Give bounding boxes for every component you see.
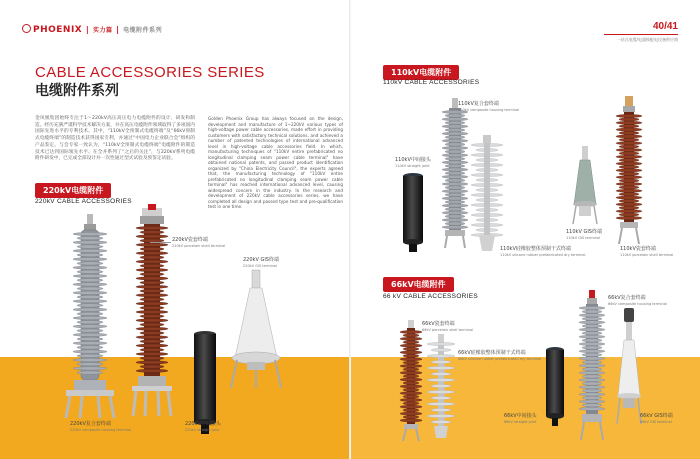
leader-line [150, 242, 171, 243]
insulator-shed [445, 193, 465, 196]
insulator-shed [619, 165, 639, 168]
insulator-shed [77, 321, 103, 324]
insulator-shed [77, 312, 103, 315]
caption-cn: 110kV复合套终端 [458, 101, 499, 107]
insulator-shed [136, 277, 168, 280]
title-cn: 电缆附件系列 [35, 83, 119, 99]
caption-en: 110kV silicone rubber prefabricated dry terminal [500, 253, 586, 257]
insulator-shed [445, 136, 465, 139]
insulator-shed [619, 131, 639, 134]
section-220-label: 220kV电缆附件 [35, 183, 111, 198]
product-110-dry [470, 135, 504, 253]
insulator-shed [403, 368, 419, 371]
insulator-shed [579, 386, 605, 389]
insulator-shed [73, 266, 107, 269]
insulator-shed [431, 348, 451, 351]
insulator-shed [579, 393, 605, 396]
caption-en: 66kV straight joint [504, 420, 537, 424]
caption-110-joint [395, 157, 455, 169]
insulator-shed [136, 235, 168, 238]
insulator-shed [400, 371, 422, 374]
insulator-shed [136, 302, 168, 305]
insulator-shed [400, 378, 422, 381]
insulator-shed [579, 306, 605, 309]
section-220-en: 220kV CABLE ACCESSORIES [35, 198, 132, 205]
insulator-shed [73, 291, 107, 294]
insulator-shed [579, 407, 605, 410]
caption-220-porcelain [172, 237, 232, 249]
insulator-shed [427, 378, 455, 381]
product-220-composite [60, 212, 120, 422]
insulator-shed [619, 186, 639, 189]
insulator-shed [442, 175, 468, 178]
page-spine [349, 0, 351, 459]
caption-en: 110kV composite housing terminal [458, 108, 520, 112]
insulator-shed [431, 372, 451, 375]
insulator-shed [579, 314, 605, 317]
section-66-label: 66kV电缆附件 [383, 277, 454, 292]
insulator-shed [579, 350, 605, 353]
insulator-shed [431, 360, 451, 363]
insulator-shed [619, 179, 639, 182]
insulator-shed [427, 390, 455, 393]
insulator-shed [77, 363, 103, 366]
insulator-shed [442, 139, 468, 142]
insulator-shed [140, 340, 164, 343]
insulator-shed [73, 342, 107, 345]
insulator-shed [403, 395, 419, 398]
insulator-shed [136, 336, 168, 339]
insulator-shed [619, 193, 639, 196]
insulator-shed [582, 339, 602, 342]
caption-en: 66kV composite housing terminal [608, 302, 667, 306]
insulator-shed [77, 253, 103, 256]
section-sub: 电缆附件系列 [123, 27, 163, 34]
insulator-shed [431, 420, 451, 423]
insulator-shed [582, 368, 602, 371]
insulator-shed [579, 400, 605, 403]
insulator-shed [140, 323, 164, 326]
insulator-shed [579, 335, 605, 338]
insulator-shed [73, 367, 107, 370]
insulator-shed [619, 145, 639, 148]
insulator-shed [616, 176, 642, 179]
insulator-shed [77, 287, 103, 290]
caption-cn: 220kV瓷套终端 [172, 237, 208, 243]
insulator-shed [400, 364, 422, 367]
insulator-shed [400, 330, 422, 333]
caption-en: 220kV straight joint [185, 428, 220, 432]
caption-66-porcelain [422, 321, 492, 333]
section-110-label: 110kV电缆附件 [383, 65, 459, 80]
insulator-shed [616, 216, 642, 219]
insulator-shed [427, 354, 455, 357]
insulator-shed [73, 300, 107, 303]
insulator-shed [140, 289, 164, 292]
insulator-shed [619, 199, 639, 202]
insulator-shed [140, 298, 164, 301]
insulator-shed [403, 347, 419, 350]
insulator-shed [442, 190, 468, 193]
caption-66-joint [504, 413, 564, 425]
insulator-shed [582, 375, 602, 378]
caption-cn: 66kV复合套终端 [608, 295, 646, 301]
header-divider-2: | [116, 25, 120, 34]
insulator-shed [582, 324, 602, 327]
caption-en: 220kV porcelain shell terminal [172, 244, 226, 248]
insulator-shed [400, 398, 422, 401]
section-110-en: 110kV CABLE ACCESSORIES [383, 79, 480, 86]
caption-220-joint [185, 421, 265, 433]
insulator-shed [619, 152, 639, 155]
caption-en: 66kV GIS terminal [640, 420, 672, 424]
insulator-shed [445, 215, 465, 218]
insulator-shed [619, 125, 639, 128]
insulator-shed [616, 121, 642, 124]
insulator-shed [400, 419, 422, 422]
product-66-gis [614, 308, 644, 426]
insulator-shed [73, 241, 107, 244]
insulator-shed [616, 210, 642, 213]
insulator-shed [400, 405, 422, 408]
insulator-shed [582, 396, 602, 399]
insulator-shed [579, 321, 605, 324]
insulator-shed [445, 179, 465, 182]
insulator-shed [136, 294, 168, 297]
product-110-gis [570, 146, 600, 226]
insulator-shed [445, 208, 465, 211]
insulator-shed [445, 222, 465, 225]
insulator-shed [619, 118, 639, 121]
insulator-shed [579, 328, 605, 331]
insulator-shed [400, 412, 422, 415]
insulator-shed [77, 295, 103, 298]
insulator-shed [582, 346, 602, 349]
insulator-shed [73, 325, 107, 328]
insulator-shed [140, 273, 164, 276]
insulator-shed [136, 361, 168, 364]
product-66-porcelain [398, 320, 424, 442]
insulator-shed [400, 337, 422, 340]
insulator-shed [442, 182, 468, 185]
section-tag: 实力篇 [92, 27, 113, 34]
insulator-shed [619, 138, 639, 141]
caption-66-gis [640, 413, 695, 425]
caption-66-composite [608, 295, 688, 307]
insulator-shed [442, 211, 468, 214]
insulator-shed [400, 358, 422, 361]
insulator-shed [582, 332, 602, 335]
caption-cn: 220kV中间接头 [185, 421, 221, 427]
insulator-shed [400, 385, 422, 388]
insulator-shed [73, 316, 107, 319]
caption-110-dry [500, 246, 600, 258]
insulator-shed [403, 375, 419, 378]
insulator-shed [73, 258, 107, 261]
insulator-shed [582, 360, 602, 363]
insulator-shed [427, 402, 455, 405]
insulator-shed [73, 232, 107, 235]
insulator-shed [77, 270, 103, 273]
product-110-porcelain [614, 96, 644, 246]
insulator-shed [136, 352, 168, 355]
header-divider: | [85, 25, 90, 34]
insulator-shed [73, 350, 107, 353]
insulator-shed [77, 371, 103, 374]
right-note: 一站式电缆/电器换配电设备供应商 [616, 37, 678, 42]
insulator-shed [619, 213, 639, 216]
insulator-shed [616, 128, 642, 131]
insulator-shed [77, 329, 103, 332]
insulator-shed [403, 402, 419, 405]
insulator-shed [73, 358, 107, 361]
insulator-shed [403, 409, 419, 412]
caption-cn: 220kV复合套终端 [70, 421, 111, 427]
product-110-composite [440, 98, 470, 248]
caption-cn: 110kV GIS终端 [566, 229, 602, 235]
insulator-shed [136, 285, 168, 288]
insulator-shed [582, 317, 602, 320]
intro-en: Golden Phoenix Group has always focused on the design, development and manufacture of 1~220kV various types of high-voltage power cable accessories, made effort in providing customers with satisfactory technical solutions, and achieved a number of patented technologies of international advanced level in high-voltage cable accessories field. In which, manufacturing techniques of "110kV entire prefabricated no longitudinal clamping seam power cable terminal" have obtained national patents, and passed product identification organized by "China Electricity Council", the experts agreed that, the manufacturing technology of "110kV entire prefabricated no longitudinal clamping seam power cable terminal" has reached international advanced level, causing widespread concern in the industry. In the research and development of 220kV cable accessories series, we have completed all design and passed type test and pre-qualification test in one time. [208, 116, 343, 209]
insulator-shed [140, 281, 164, 284]
section-66-en: 66 kV CABLE ACCESSORIES [383, 293, 479, 300]
page-numbers-text: 40/41 [652, 21, 678, 32]
insulator-shed [403, 334, 419, 337]
insulator-shed [73, 308, 107, 311]
insulator-shed [77, 346, 103, 349]
insulator-shed [136, 344, 168, 347]
product-66-composite [577, 290, 607, 442]
insulator-shed [619, 159, 639, 162]
insulator-shed [445, 200, 465, 203]
insulator-shed [579, 357, 605, 360]
caption-cn: 110kV硅橡胶整体预制干式终端 [500, 246, 571, 252]
insulator-shed [445, 128, 465, 131]
insulator-shed [582, 389, 602, 392]
insulator-shed [427, 414, 455, 417]
insulator-shed [400, 344, 422, 347]
insulator-shed [442, 204, 468, 207]
insulator-shed [140, 231, 164, 234]
insulator-shed [619, 172, 639, 175]
logo-icon [22, 24, 31, 33]
insulator-shed [442, 197, 468, 200]
intro-cn: 金凤凰集团始终专注于1～220kV高压高压电力电缆附件的设计、研发和制造。经历充满严谨科学技术解决方案，并在高压电缆附件领域取得了多项国内国际先进水平的专利技术。其中，“110kV全预制式电缆终端”及“66kV预制式电缆终端”的制造技术获得国家专利，并通过“中国电力企业联合会”组织的产品鉴定。与会专家一致认为，“110kV全预制式电缆终端”电缆附件的制造技术已达到国际领先水平。在全并系列了“之后的关注”，与220kV系列电缆附件研发中，已完成全部设计并一次性通过型式试验及预鉴定试验。 [35, 116, 195, 162]
caption-en: 66kV porcelain shell terminal [422, 328, 474, 332]
insulator-shed [582, 353, 602, 356]
header-rule [604, 34, 678, 35]
insulator-shed [140, 247, 164, 250]
insulator-shed [73, 333, 107, 336]
product-66-dry [426, 334, 456, 438]
insulator-shed [442, 146, 468, 149]
insulator-shed [77, 237, 103, 240]
insulator-shed [579, 342, 605, 345]
caption-en: 220kV composite housing terminal [70, 428, 132, 432]
insulator-shed [431, 408, 451, 411]
insulator-shed [136, 369, 168, 372]
insulator-shed [403, 361, 419, 364]
insulator-shed [616, 135, 642, 138]
insulator-shed [445, 121, 465, 124]
insulator-shed [77, 245, 103, 248]
insulator-shed [403, 341, 419, 344]
insulator-shed [582, 310, 602, 313]
insulator-shed [445, 114, 465, 117]
product-220-joint [192, 330, 218, 434]
insulator-shed [140, 331, 164, 334]
insulator-shed [445, 172, 465, 175]
insulator-shed [442, 125, 468, 128]
header-left [22, 24, 162, 35]
caption-cn: 66kV瓷套终端 [422, 321, 455, 327]
insulator-shed [140, 256, 164, 259]
insulator-shed [579, 364, 605, 367]
insulator-shed [442, 118, 468, 121]
insulator-shed [616, 114, 642, 117]
caption-en: 66kV silicone rubber prefabricated dry terminal [458, 357, 542, 361]
insulator-shed [431, 384, 451, 387]
insulator-shed [445, 143, 465, 146]
insulator-shed [403, 388, 419, 391]
title-en: CABLE ACCESSORIES SERIES [35, 64, 265, 81]
insulator-shed [616, 155, 642, 158]
insulator-shed [616, 182, 642, 185]
insulator-shed [140, 315, 164, 318]
insulator-shed [616, 203, 642, 206]
insulator-shed [136, 319, 168, 322]
caption-220-gis [243, 257, 313, 269]
insulator-shed [403, 415, 419, 418]
insulator-shed [616, 162, 642, 165]
insulator-shed [73, 274, 107, 277]
insulator-shed [427, 366, 455, 369]
insulator-shed [400, 392, 422, 395]
insulator-shed [616, 142, 642, 145]
insulator-shed [140, 306, 164, 309]
insulator-shed [136, 226, 168, 229]
caption-cn: 66kV硅橡胶整体预制干式终端 [458, 350, 526, 356]
product-220-porcelain [130, 208, 174, 422]
insulator-shed [427, 342, 455, 345]
insulator-shed [403, 354, 419, 357]
caption-110-porcelain [620, 246, 690, 258]
insulator-shed [431, 396, 451, 399]
insulator-shed [77, 279, 103, 282]
insulator-shed [136, 310, 168, 313]
caption-cn: 220kV GIS终端 [243, 257, 279, 263]
caption-cn: 110kV中间接头 [395, 157, 431, 163]
caption-cn: 66kV中间接头 [504, 413, 537, 419]
caption-220-composite [70, 421, 160, 433]
insulator-shed [579, 371, 605, 374]
insulator-shed [442, 218, 468, 221]
product-110-joint [400, 172, 426, 252]
caption-cn: 66kV GIS终端 [640, 413, 673, 419]
insulator-shed [136, 327, 168, 330]
insulator-shed [619, 206, 639, 209]
insulator-shed [136, 268, 168, 271]
insulator-shed [616, 148, 642, 151]
insulator-shed [73, 283, 107, 286]
insulator-shed [140, 264, 164, 267]
insulator-shed [616, 169, 642, 172]
insulator-shed [403, 381, 419, 384]
insulator-shed [77, 262, 103, 265]
insulator-shed [140, 348, 164, 351]
caption-66-dry [458, 350, 558, 362]
insulator-shed [582, 404, 602, 407]
caption-en: 110kV GIS terminal [566, 236, 600, 240]
insulator-shed [77, 354, 103, 357]
insulator-shed [140, 357, 164, 360]
caption-110-composite [458, 101, 538, 113]
insulator-shed [442, 226, 468, 229]
insulator-shed [582, 382, 602, 385]
insulator-shed [136, 260, 168, 263]
insulator-shed [616, 189, 642, 192]
caption-cn: 110kV瓷套终端 [620, 246, 656, 252]
insulator-shed [136, 252, 168, 255]
insulator-shed [140, 365, 164, 368]
insulator-shed [400, 351, 422, 354]
caption-en: 110kV porcelain shell terminal [620, 253, 674, 257]
logo-text: PHOENIX [33, 25, 83, 35]
insulator-shed [77, 337, 103, 340]
insulator-shed [77, 304, 103, 307]
insulator-shed [442, 132, 468, 135]
insulator-shed [445, 186, 465, 189]
caption-en: 110kV straight joint [395, 164, 430, 168]
caption-en: 220kV GIS terminal [243, 264, 277, 268]
insulator-shed [136, 243, 168, 246]
insulator-shed [616, 196, 642, 199]
page-numbers [653, 21, 678, 32]
insulator-shed [73, 249, 107, 252]
product-220-gis [225, 268, 287, 390]
insulator-shed [445, 150, 465, 153]
insulator-shed [579, 378, 605, 381]
